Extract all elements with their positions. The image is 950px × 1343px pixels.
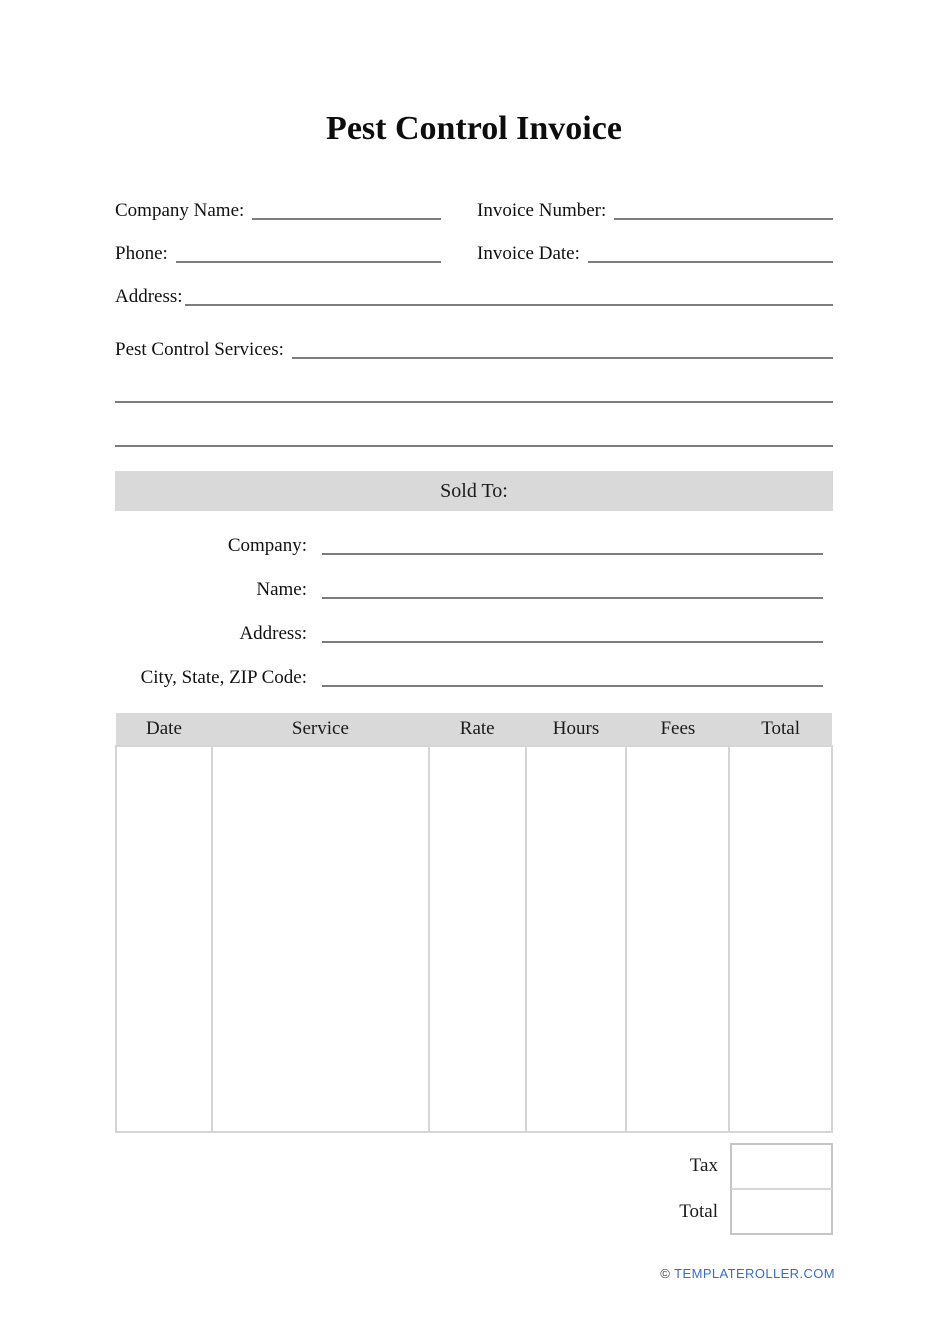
page-title: Pest Control Invoice xyxy=(326,110,622,147)
sold-to-section-bar xyxy=(115,471,833,511)
sold-to-company-label: Company: xyxy=(227,535,307,557)
sold-to-company-row xyxy=(115,514,833,558)
services-field-line-3[interactable] xyxy=(115,445,833,447)
services-extra-line-row xyxy=(115,406,833,450)
fees-cell[interactable] xyxy=(626,746,729,1132)
sold-to-address-field[interactable] xyxy=(322,641,823,643)
rate-cell[interactable] xyxy=(429,746,526,1132)
company-name-field[interactable] xyxy=(252,218,441,220)
column-header-date: Date xyxy=(116,713,212,746)
sold-to-citystatezip-row xyxy=(115,646,833,690)
hours-cell[interactable] xyxy=(526,746,627,1132)
invoice-number-field[interactable] xyxy=(614,218,833,220)
services-label: Pest Control Services: xyxy=(115,339,284,361)
sold-to-name-row xyxy=(115,558,833,602)
tax-label: Tax xyxy=(689,1155,718,1176)
sold-to-company-field[interactable] xyxy=(322,553,823,555)
services-field-line-1[interactable] xyxy=(292,357,833,359)
date-cell[interactable] xyxy=(116,746,212,1132)
footer xyxy=(660,1266,835,1281)
tax-value-box[interactable] xyxy=(730,1143,833,1189)
phone-row xyxy=(115,223,441,266)
address-field[interactable] xyxy=(185,304,833,306)
items-table xyxy=(115,713,833,1133)
total-row xyxy=(115,1189,833,1235)
templateroller-link[interactable]: TEMPLATEROLLER.COM xyxy=(674,1266,835,1281)
sold-to-address-label: Address: xyxy=(239,623,307,645)
totals-block xyxy=(115,1143,833,1235)
invoice-date-row xyxy=(477,223,833,266)
sold-to-fields xyxy=(115,514,833,690)
sold-to-name-field[interactable] xyxy=(322,597,823,599)
sold-to-title: Sold To: xyxy=(440,479,508,502)
phone-field[interactable] xyxy=(176,261,441,263)
items-table-body-row xyxy=(116,746,832,1132)
info-row-2 xyxy=(115,223,833,266)
address-row xyxy=(115,266,833,309)
phone-label: Phone: xyxy=(115,243,168,265)
services-extra-line-row xyxy=(115,362,833,406)
sold-to-name-label: Name: xyxy=(256,579,307,601)
address-label: Address: xyxy=(115,286,183,308)
total-cell[interactable] xyxy=(729,746,832,1132)
invoice-number-label: Invoice Number: xyxy=(477,200,607,222)
column-header-total: Total xyxy=(729,713,832,746)
copyright-icon: © xyxy=(660,1266,671,1281)
items-table-header-row xyxy=(116,713,832,746)
services-row xyxy=(115,309,833,362)
company-name-label: Company Name: xyxy=(115,200,245,222)
tax-row xyxy=(115,1143,833,1189)
column-header-service: Service xyxy=(212,713,429,746)
services-field-line-2[interactable] xyxy=(115,401,833,403)
column-header-fees: Fees xyxy=(626,713,729,746)
sold-to-citystatezip-field[interactable] xyxy=(322,685,823,687)
column-header-rate: Rate xyxy=(429,713,526,746)
invoice-number-row xyxy=(477,180,833,223)
invoice-date-field[interactable] xyxy=(588,261,833,263)
sold-to-address-row xyxy=(115,602,833,646)
invoice-date-label: Invoice Date: xyxy=(477,243,580,265)
total-label: Total xyxy=(679,1201,718,1222)
service-cell[interactable] xyxy=(212,746,429,1132)
info-row-1 xyxy=(115,180,833,223)
company-name-row xyxy=(115,180,441,223)
column-header-hours: Hours xyxy=(526,713,627,746)
total-value-box[interactable] xyxy=(730,1189,833,1235)
sold-to-citystatezip-label: City, State, ZIP Code: xyxy=(140,667,307,689)
